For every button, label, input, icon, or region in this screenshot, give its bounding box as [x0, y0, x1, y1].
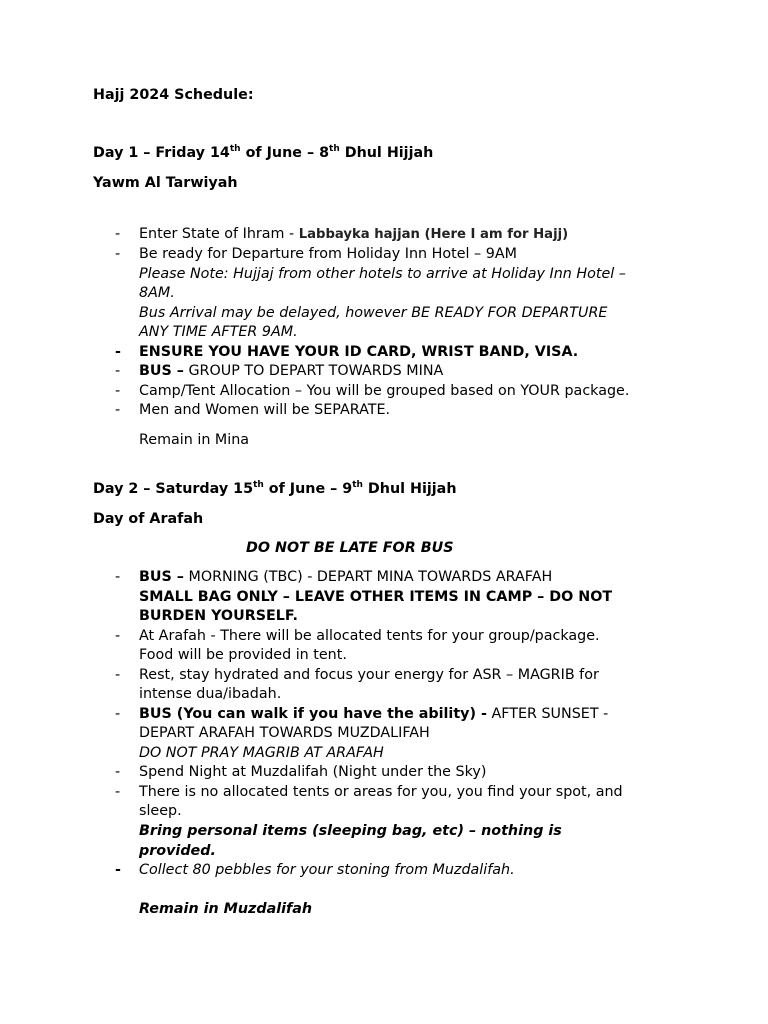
note-text: ANY TIME AFTER 9AM.: [139, 324, 298, 340]
day1-sup2: th: [329, 144, 340, 154]
list-item: ENSURE YOU HAVE YOUR ID CARD, WRIST BAND, VISA.: [139, 344, 579, 360]
bullet: -: [115, 764, 121, 780]
bus-text: GROUP TO DEPART TOWARDS MINA: [183, 363, 444, 379]
list-item: There is no allocated tents or areas for you, you find your spot, and: [139, 784, 623, 800]
bullet: -: [115, 344, 121, 360]
list-item: Collect 80 pebbles for your stoning from Muzdalifah.: [139, 862, 515, 878]
day1-heading-end: Dhul Hijjah: [339, 145, 434, 161]
day2-sup1: th: [253, 480, 264, 490]
bullet: -: [115, 706, 121, 722]
list-item: Men and Women will be SEPARATE.: [139, 402, 391, 418]
note-text: Bus Arrival may be delayed, however BE READY FOR DEPARTURE: [139, 305, 608, 321]
bus-label: BUS –: [139, 569, 184, 585]
day1-sup1: th: [229, 144, 241, 154]
list-item: Be ready for Departure from Holiday Inn Hotel – 9AM: [139, 246, 517, 262]
bus-walk-label: BUS (You can walk if you have the ability) -: [139, 706, 487, 722]
bullet: -: [115, 569, 121, 585]
bullet: -: [115, 246, 121, 262]
bus-label: BUS –: [139, 363, 184, 379]
list-item: [139, 568, 552, 588]
list-item: Spend Night at Muzdalifah (Night under the Sky): [139, 764, 487, 780]
bullet: -: [115, 226, 121, 242]
day2-heading-mid: of June – 9: [263, 481, 353, 497]
small-bag-text: BURDEN YOURSELF.: [139, 608, 298, 624]
day2-heading-day: Day 2 – Saturday 15: [93, 481, 254, 497]
document-title: Hajj 2024 Schedule:: [93, 87, 254, 103]
day2-heading: [93, 480, 457, 500]
bullet: -: [115, 784, 121, 800]
late-warning: DO NOT BE LATE FOR BUS: [246, 540, 454, 556]
list-item: At Arafah - There will be allocated tents for your group/package.: [139, 628, 600, 644]
talbiya-text: Labbayka hajjan (Here I am for Hajj): [298, 227, 569, 242]
list-item-cont: intense dua/ibadah.: [139, 686, 282, 702]
bring-note: provided.: [139, 843, 216, 859]
ihram-text: Enter State of Ihram -: [139, 226, 299, 242]
bullet: -: [115, 402, 121, 418]
list-item: [139, 362, 443, 382]
list-item: [139, 225, 568, 245]
remain-text: Remain in Mina: [139, 432, 250, 448]
note-text: 8AM.: [139, 285, 175, 301]
bullet: -: [115, 667, 121, 683]
day2-sup2: th: [352, 480, 363, 490]
day1-subtitle: Yawm Al Tarwiyah: [93, 175, 238, 191]
day1-heading-mid: of June – 8: [240, 145, 330, 161]
day1-heading-day: Day 1 – Friday 14: [93, 145, 230, 161]
no-pray-note: DO NOT PRAY MAGRIB AT ARAFAH: [139, 745, 384, 761]
list-item: Rest, stay hydrated and focus your energy for ASR – MAGRIB for: [139, 667, 599, 683]
bus-text: MORNING (TBC) - DEPART MINA TOWARDS ARAFAH: [183, 569, 553, 585]
bullet: -: [115, 383, 121, 399]
day1-heading: [93, 144, 433, 164]
remain-text: Remain in Muzdalifah: [139, 901, 313, 917]
bullet: -: [115, 862, 121, 878]
list-item-cont: sleep.: [139, 803, 182, 819]
list-item-cont: DEPART ARAFAH TOWARDS MUZDALIFAH: [139, 725, 430, 741]
list-item-cont: Food will be provided in tent.: [139, 647, 347, 663]
day2-heading-end: Dhul Hijjah: [362, 481, 457, 497]
bring-note: Bring personal items (sleeping bag, etc) – nothing is: [139, 823, 562, 839]
list-item: [139, 705, 608, 725]
list-item: Camp/Tent Allocation – You will be grouped based on YOUR package.: [139, 383, 630, 399]
bus-walk-text: AFTER SUNSET -: [486, 706, 609, 722]
note-text: Please Note: Hujjaj from other hotels to arrive at Holiday Inn Hotel –: [139, 266, 626, 282]
small-bag-text: SMALL BAG ONLY – LEAVE OTHER ITEMS IN CAMP – DO NOT: [139, 589, 613, 605]
bullet: -: [115, 628, 121, 644]
bullet: -: [115, 363, 121, 379]
day2-subtitle: Day of Arafah: [93, 511, 204, 527]
